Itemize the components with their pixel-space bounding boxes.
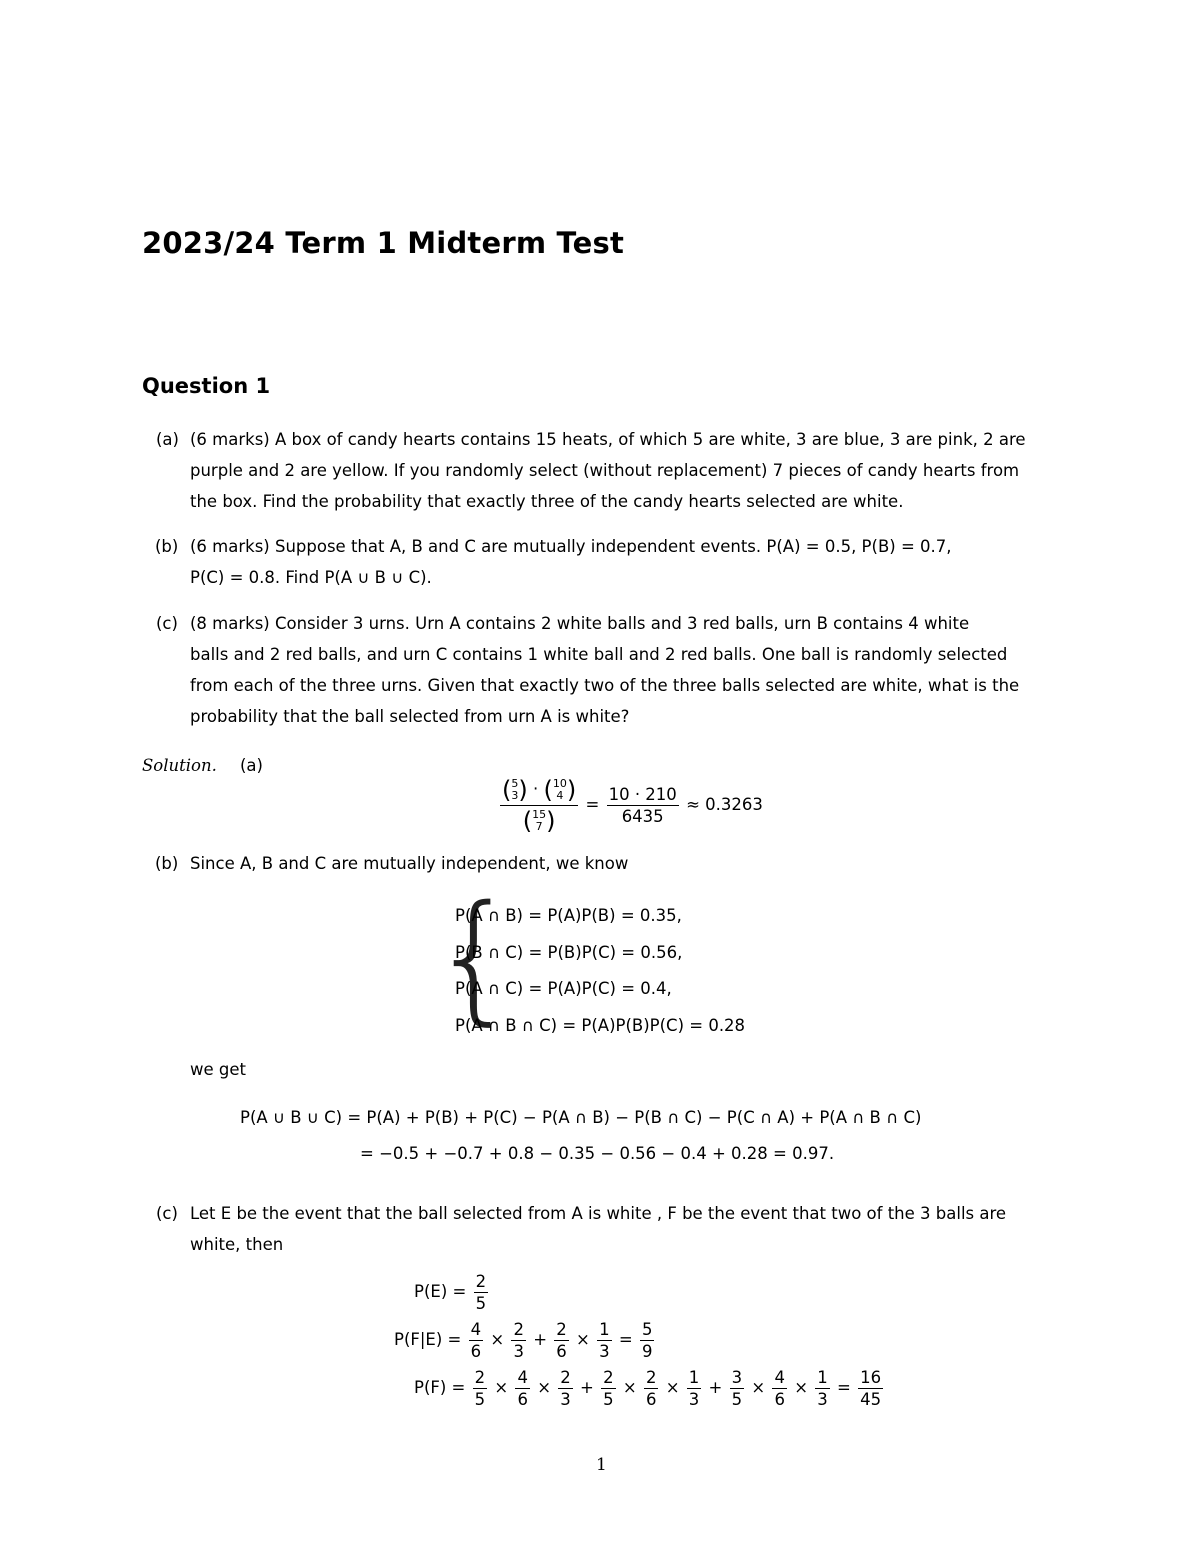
- solution-a-equation: (5 3) · (10 4 ) (15 7 ) = $\frac{10 \cdot 210}{6435}$ ≈ 0.3263: [502, 776, 763, 835]
- solution-b-label: (b): [155, 854, 179, 873]
- question-heading: Question 1: [142, 374, 271, 398]
- part-a-line-2: purple and 2 are yellow. If you randomly select (without replacement) 7 pieces of candy hearts from: [190, 461, 1020, 480]
- solution-a-approx: ≈ 0.3263: [686, 795, 763, 814]
- pe-equation: P(E) = $\frac{2}{5}$: [414, 1272, 487, 1313]
- part-c-line-3: from each of the three urns. Given that exactly two of the three balls selected are white, what is the: [190, 676, 1020, 695]
- page-number: 1: [596, 1455, 607, 1475]
- system-line-4: P(A ∩ B ∩ C) = P(A)P(B)P(C) = 0.28: [455, 1015, 746, 1035]
- system-line-2: P(B ∩ C) = P(B)P(C) = 0.56,: [455, 942, 683, 962]
- pfe-equation: P(F|E) = $\frac{4}{6}$ × $\frac{2}{3}$ + $\frac{2}{6}$ × $\frac{1}{3}$ = $\frac{5}{9}$: [394, 1320, 653, 1361]
- part-b-line-2: P(C) = 0.8. Find P(A ∪ B ∪ C).: [190, 568, 432, 587]
- pf-equation: P(F) = $\frac{2}{5}$ × $\frac{4}{6}$ × $\frac{2}{3}$ + $\frac{2}{5}$ × $\frac{2}{6}$ × $\frac{1}{3}$ + $\frac{3}{5}$ × $\frac{4}{6}$ × $\frac{1}{3}$ = $\frac{16}{45}$: [414, 1368, 882, 1409]
- solution-c-line-1: Let E be the event that the ball selected from A is white , F be the event that two of the 3 balls are: [190, 1204, 1007, 1223]
- part-b-text: [190, 531, 1058, 593]
- solution-b-eq2: = −0.5 + −0.7 + 0.8 − 0.35 − 0.56 − 0.4 + 0.28 = 0.97.: [360, 1144, 835, 1163]
- part-c-line-2: balls and 2 red balls, and urn C contains 1 white ball and 2 red balls. One ball is randomly selected: [190, 645, 1008, 664]
- part-c-text: [190, 608, 1058, 732]
- binom-10-4: (10 4 ): [543, 776, 577, 804]
- binom-15-7: (15 7 ): [522, 807, 556, 835]
- part-c-line-4: probability that the ball selected from urn A is white?: [190, 707, 630, 726]
- solution-a-fraction-1: (5 3) · (10 4 ) (15 7 ): [502, 776, 577, 835]
- part-a-line-1: (6 marks) A box of candy hearts contains 15 heats, of which 5 are white, 3 are blue, 3 are pink, 2 are: [190, 430, 1026, 449]
- solution-a-fraction-2: $\frac{10 \cdot 210}{6435}$: [608, 785, 677, 826]
- part-a-text: [190, 424, 1058, 517]
- part-a-label: (a): [156, 430, 179, 449]
- part-b-label: (b): [155, 537, 179, 556]
- solution-b-system: [455, 898, 745, 1044]
- solution-c-line-2: white, then: [190, 1235, 284, 1254]
- solution-label: Solution.: [142, 756, 217, 775]
- solution-c-text: [190, 1198, 1006, 1260]
- part-c-label: (c): [156, 614, 178, 633]
- page-title: 2023/24 Term 1 Midterm Test: [142, 226, 625, 260]
- part-a-line-3: the box. Find the probability that exactly three of the candy hearts selected are white.: [190, 492, 904, 511]
- part-b-line-1: (6 marks) Suppose that A, B and C are mutually independent events. P(A) = 0.5, P(B) = 0.7,: [190, 537, 952, 556]
- part-c-line-1: (8 marks) Consider 3 urns. Urn A contains 2 white balls and 3 red balls, urn B contains 4 white: [190, 614, 970, 633]
- solution-a-label: (a): [240, 756, 263, 775]
- system-line-3: P(A ∩ C) = P(A)P(C) = 0.4,: [455, 979, 672, 998]
- left-brace-icon: {: [430, 876, 520, 1039]
- pe-fraction: $\frac{2}{5}$: [475, 1272, 487, 1313]
- we-get-text: we get: [190, 1060, 246, 1079]
- solution-b-eq1: P(A ∪ B ∪ C) = P(A) + P(B) + P(C) − P(A ∩ B) − P(B ∩ C) − P(C ∩ A) + P(A ∩ B ∩ C): [240, 1108, 922, 1127]
- solution-b-intro: Since A, B and C are mutually independent, we know: [190, 854, 629, 873]
- binom-5-3: (5 3): [502, 776, 528, 804]
- system-line-1: P(A ∩ B) = P(A)P(B) = 0.35,: [455, 906, 682, 925]
- solution-c-label: (c): [156, 1204, 178, 1223]
